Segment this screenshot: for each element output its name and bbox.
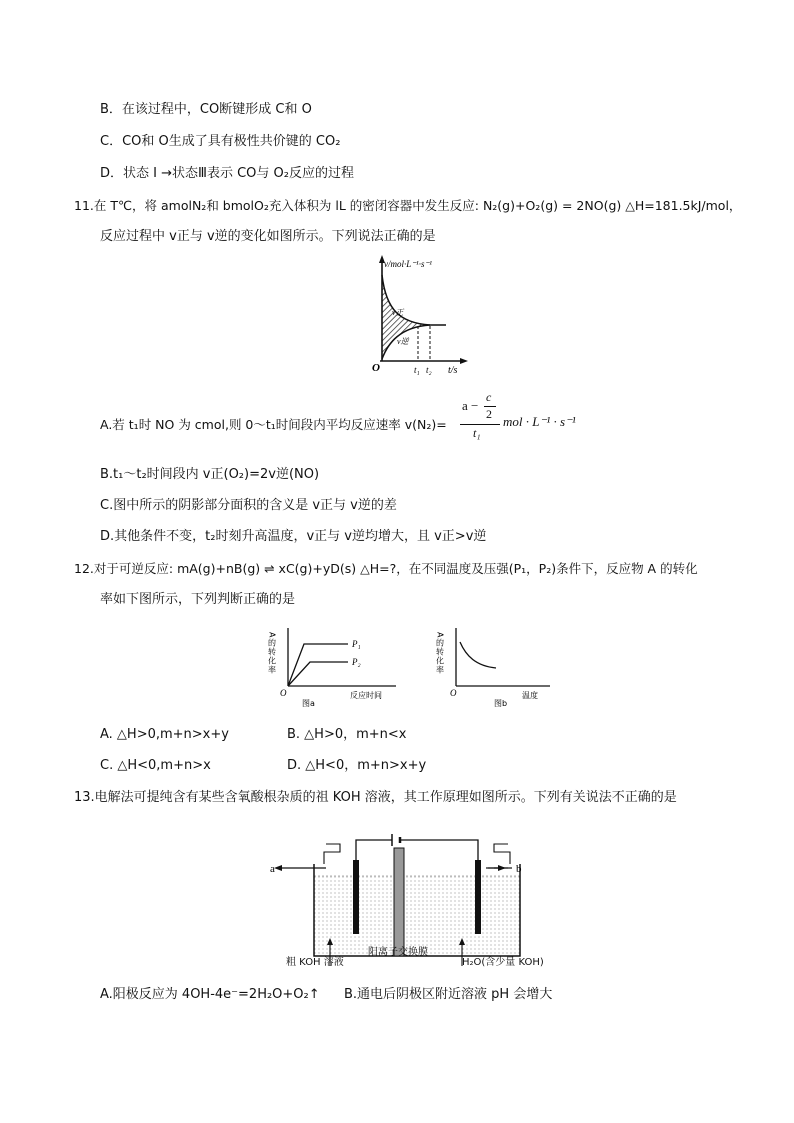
p2-label: P₂ — [352, 657, 361, 667]
q10-option-d: D．状态 I →状态Ⅲ表示 CO与 O₂反应的过程 — [100, 166, 354, 181]
x-axis-label: t/s — [448, 365, 458, 376]
rate-unit: mol · L⁻¹ · s⁻¹ — [503, 414, 576, 429]
q10-option-c: C．CO和 O生成了具有极性共价键的 CO₂ — [100, 134, 341, 149]
cathode — [475, 860, 481, 934]
origin-label: O — [280, 688, 287, 698]
q12-option-a: A. △H>0,m+n>x+y — [100, 727, 229, 742]
p2-curve — [288, 662, 348, 686]
q13-option-b: B.通电后阴极区附近溶液 pH 会增大 — [344, 987, 553, 1002]
t1-label: t₁ — [414, 365, 420, 375]
y-axis-label: A的转化率 — [268, 632, 277, 675]
v-forward-label: v正 — [392, 308, 404, 317]
q12-stem-line2: 率如下图所示，下列判断正确的是 — [100, 592, 296, 607]
fraction-denominator: t₁ — [473, 426, 481, 440]
y-axis-label: v/mol·L⁻¹·s⁻¹ — [384, 259, 432, 269]
q12-option-c: C. △H<0,m+n>x — [100, 758, 211, 773]
caption: 图b — [494, 699, 508, 708]
origin-label: O — [372, 362, 380, 374]
p1-curve — [288, 644, 348, 686]
x-axis-arrow — [460, 358, 468, 364]
q12-option-b: B. △H>0，m+n<x — [287, 727, 407, 742]
origin-label: O — [450, 688, 457, 698]
q12-figure-b — [436, 624, 556, 710]
left-outlet-pipe — [324, 844, 340, 864]
arrow-b-head — [498, 865, 506, 871]
x-axis-label: 温度 — [522, 691, 538, 700]
t2-label: t₂ — [426, 365, 432, 375]
q10-option-b: B．在该过程中，CO断键形成 C和 O — [100, 102, 312, 117]
q13-inlet-right-label: H₂O(含少量 KOH) — [462, 957, 544, 968]
q13-stem: 13.电解法可提纯含有某些含氧酸根杂质的祖 KOH 溶液，其工作原理如图所示。下列有关说法不正确的是 — [74, 790, 677, 805]
q11-option-d: D.其他条件不变，t₂时刻升高温度，v正与 v逆均增大，且 v正>v逆 — [100, 529, 487, 544]
q11-option-b: B.t₁～t₂时间段内 v正(O₂)=2v逆(NO) — [100, 467, 320, 482]
q12-figure-a — [268, 624, 398, 710]
p1-label: P₁ — [352, 639, 361, 649]
fraction-bar — [460, 424, 500, 425]
q13-option-a: A.阳极反应为 4OH-4e⁻=2H₂O+O₂↑ — [100, 987, 320, 1002]
fraction-inner-2: 2 — [486, 407, 492, 421]
fraction-inner-c: c — [486, 390, 492, 404]
arrow-a-head — [274, 865, 282, 871]
q11-stem-line2: 反应过程中 v正与 v逆的变化如图所示。下列说法正确的是 — [100, 229, 436, 244]
right-outlet-pipe — [494, 844, 510, 864]
q13-membrane-label: 阳离子交换膜 — [368, 947, 428, 958]
q12-option-d: D. △H<0，m+n>x+y — [287, 758, 427, 773]
caption: 图a — [302, 699, 315, 708]
anode — [353, 860, 359, 934]
outlet-a-label: a — [270, 863, 275, 875]
q11-option-a-prefix: A.若 t₁时 NO 为 cmol,则 0～t₁时间段内平均反应速率 v(N₂)= — [100, 417, 447, 432]
x-axis-label: 反应时间 — [350, 691, 382, 700]
y-axis-label: A的转化率 — [436, 632, 445, 675]
q11-option-c: C.图中所示的阴影部分面积的含义是 v正与 v逆的差 — [100, 498, 397, 513]
q11-stem-line1: 11.在 T℃，将 amolN₂和 bmolO₂充入体积为 lL 的密闭容器中发生反应: N₂(g)+O₂(g) = 2NO(g) △H=181.5kJ/mol， — [74, 198, 742, 213]
q12-stem-line1: 12.对于可逆反应: mA(g)+nB(g) ⇌ xC(g)+yD(s) △H=?，在不同温度及压强(P₁，P₂)条件下，反应物 A 的转化 — [74, 561, 698, 576]
outlet-b-label: b — [516, 863, 522, 875]
q11-rate-time-graph — [360, 255, 470, 377]
conversion-curve — [460, 642, 496, 668]
fraction-numerator-a: a − — [462, 398, 479, 413]
wire-left — [356, 840, 392, 864]
q13-inlet-left-label: 粗 KOH 溶液 — [286, 957, 344, 968]
v-reverse-label: v逆 — [397, 337, 409, 346]
wire-right — [442, 840, 478, 864]
cation-exchange-membrane — [394, 848, 404, 956]
